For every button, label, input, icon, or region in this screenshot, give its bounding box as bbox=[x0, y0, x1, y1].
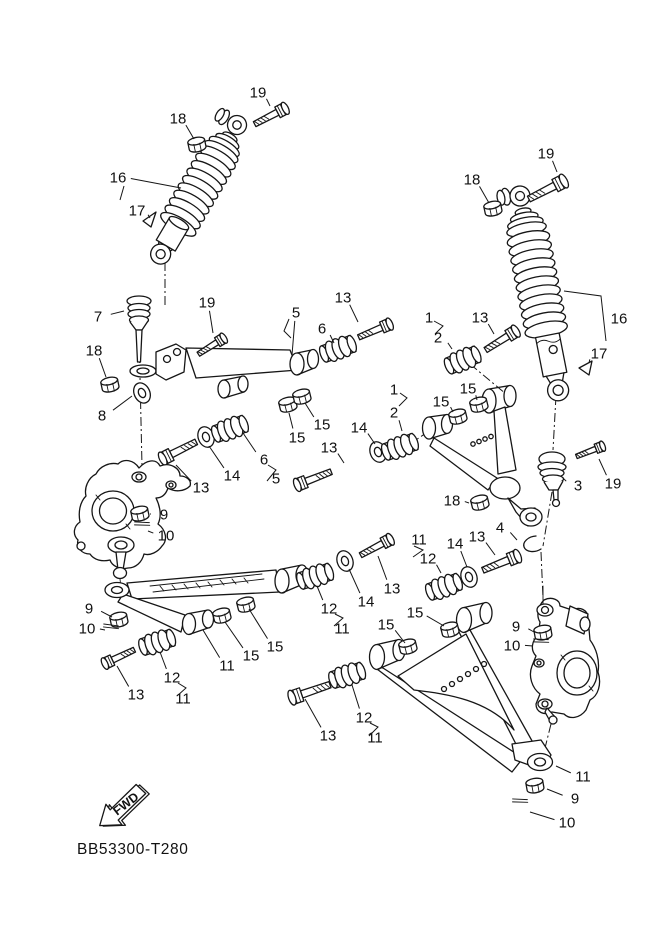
leader-line bbox=[547, 789, 563, 795]
nut-18 bbox=[470, 494, 490, 512]
callout-12: 12 bbox=[163, 669, 181, 687]
leader-line bbox=[101, 611, 112, 617]
callout-14: 14 bbox=[446, 535, 464, 553]
cotter-pin-10 bbox=[511, 793, 528, 809]
leader-line bbox=[349, 569, 360, 593]
snap-ring-4 bbox=[524, 536, 541, 552]
callout-13: 13 bbox=[127, 686, 145, 704]
callout-15: 15 bbox=[406, 604, 424, 622]
callout-11: 11 bbox=[175, 690, 191, 708]
callout-9: 9 bbox=[159, 506, 169, 524]
ball-joint-7 bbox=[127, 296, 151, 362]
bushing-6-upper bbox=[317, 333, 359, 366]
coil-spring-right bbox=[501, 204, 568, 341]
leader-line bbox=[305, 699, 321, 727]
nut-15 bbox=[292, 388, 312, 406]
callout-19: 19 bbox=[537, 145, 555, 163]
callout-15: 15 bbox=[377, 616, 395, 634]
callout-15: 15 bbox=[459, 380, 477, 398]
leader-line bbox=[437, 565, 441, 573]
bracket-mark bbox=[284, 319, 291, 338]
callout-12: 12 bbox=[320, 600, 338, 618]
leader-line bbox=[530, 812, 554, 820]
diagram-code: BB53300-T280 bbox=[77, 841, 189, 858]
leader-line bbox=[249, 609, 268, 639]
leader-line bbox=[465, 502, 469, 503]
callout-13: 13 bbox=[319, 727, 337, 745]
bushing-6-lower bbox=[209, 413, 251, 446]
callout-7: 7 bbox=[93, 308, 103, 326]
nut-9 bbox=[525, 777, 544, 794]
bracket-mark bbox=[564, 291, 606, 341]
nut-15 bbox=[212, 607, 232, 625]
callout-9: 9 bbox=[84, 600, 94, 618]
leader-line bbox=[368, 434, 375, 444]
bushing-12 bbox=[423, 571, 465, 604]
leader-line bbox=[225, 622, 243, 648]
bolt-19 bbox=[574, 440, 606, 461]
bushing-2-lower bbox=[379, 431, 421, 464]
bolt-13 bbox=[482, 324, 522, 356]
callout-11: 11 bbox=[334, 620, 350, 638]
callout-12: 12 bbox=[419, 550, 437, 568]
callout-11: 11 bbox=[575, 768, 591, 786]
callout-6: 6 bbox=[317, 320, 327, 338]
callout-9: 9 bbox=[570, 790, 580, 808]
leader-line bbox=[317, 586, 323, 600]
callout-11: 11 bbox=[367, 729, 383, 747]
leader-line bbox=[209, 311, 213, 333]
steering-knuckle-right bbox=[530, 586, 599, 724]
callout-10: 10 bbox=[503, 637, 521, 655]
bushing-12 bbox=[136, 627, 178, 659]
upper-arm-left bbox=[130, 344, 319, 398]
shock-absorber-left bbox=[135, 105, 259, 273]
leader-line bbox=[448, 343, 452, 349]
leader-line bbox=[186, 125, 194, 139]
ball-joint-3 bbox=[538, 452, 566, 507]
leader-line bbox=[378, 556, 387, 580]
leader-line bbox=[556, 766, 571, 773]
arm-bracket bbox=[156, 344, 186, 380]
bolt-13 bbox=[100, 644, 137, 670]
bolt-19-right-shock bbox=[525, 173, 570, 206]
callout-12: 12 bbox=[355, 709, 373, 727]
callout-10: 10 bbox=[78, 620, 96, 638]
leader-line bbox=[528, 629, 534, 632]
nut-18-right-shock bbox=[483, 200, 503, 218]
leader-line bbox=[350, 305, 358, 322]
callout-5: 5 bbox=[271, 470, 281, 488]
callout-14: 14 bbox=[223, 467, 241, 485]
callout-15: 15 bbox=[266, 638, 284, 656]
callout-10: 10 bbox=[558, 814, 576, 832]
callout-11: 11 bbox=[219, 657, 235, 675]
bolt-13 bbox=[480, 548, 523, 577]
shock-absorber-right bbox=[496, 182, 582, 405]
leader-line bbox=[266, 99, 270, 106]
callout-2: 2 bbox=[389, 404, 399, 422]
washer-8 bbox=[130, 380, 153, 406]
callout-18: 18 bbox=[85, 342, 103, 360]
leader-line bbox=[203, 630, 220, 658]
callout-15: 15 bbox=[242, 647, 260, 665]
nut-15 bbox=[440, 621, 460, 639]
callout-13: 13 bbox=[471, 309, 489, 327]
nut-18-upper-arm-left bbox=[100, 376, 120, 394]
callout-13: 13 bbox=[334, 289, 352, 307]
callout-9: 9 bbox=[511, 618, 521, 636]
leader-line bbox=[292, 321, 295, 355]
callout-4: 4 bbox=[495, 519, 505, 537]
leader-line bbox=[111, 311, 124, 314]
callout-17: 17 bbox=[590, 345, 608, 363]
steering-knuckle-left bbox=[74, 461, 190, 588]
bushing-12 bbox=[326, 660, 368, 692]
leader-line bbox=[289, 413, 293, 428]
callout-10: 10 bbox=[157, 527, 175, 545]
leader-line bbox=[100, 629, 105, 630]
callout-13: 13 bbox=[320, 439, 338, 457]
callout-1: 1 bbox=[389, 381, 399, 399]
leader-line bbox=[243, 433, 256, 452]
callout-3: 3 bbox=[573, 477, 583, 495]
callout-19: 19 bbox=[249, 84, 267, 102]
leader-line bbox=[352, 685, 359, 709]
bolt-13 bbox=[157, 435, 200, 466]
callout-14: 14 bbox=[350, 419, 368, 437]
leader-line bbox=[599, 459, 606, 475]
nut-9 bbox=[109, 611, 129, 629]
callout-15: 15 bbox=[313, 416, 331, 434]
callout-18: 18 bbox=[463, 171, 481, 189]
leader-line bbox=[461, 551, 467, 567]
leader-line bbox=[510, 532, 517, 540]
callout-16: 16 bbox=[109, 169, 127, 187]
bolt-19-left-shock bbox=[252, 101, 291, 130]
lower-arm-left bbox=[105, 565, 308, 635]
callout-8: 8 bbox=[97, 407, 107, 425]
callout-14: 14 bbox=[357, 593, 375, 611]
fwd-arrow bbox=[92, 779, 156, 837]
callout-18: 18 bbox=[443, 492, 461, 510]
leader-line bbox=[480, 186, 489, 203]
leader-line bbox=[113, 396, 132, 410]
leader-line bbox=[488, 324, 494, 334]
leader-line bbox=[427, 616, 444, 626]
callout-11: 11 bbox=[411, 531, 427, 549]
callout-2: 2 bbox=[433, 329, 443, 347]
leader-line bbox=[209, 446, 224, 468]
leader-line bbox=[338, 454, 344, 463]
leader-line bbox=[117, 666, 129, 687]
leader-line bbox=[399, 420, 402, 431]
leader-line bbox=[131, 179, 181, 188]
callout-13: 13 bbox=[383, 580, 401, 598]
fwd-label: FWD bbox=[110, 789, 142, 819]
lower-arm-right bbox=[370, 603, 553, 773]
leader-line bbox=[525, 645, 533, 646]
callout-15: 15 bbox=[432, 393, 450, 411]
nut-15 bbox=[448, 408, 468, 426]
bolt-13 bbox=[292, 465, 334, 492]
washer-14 bbox=[334, 548, 356, 573]
leader-line bbox=[160, 652, 166, 669]
callout-18: 18 bbox=[169, 110, 187, 128]
callout-6: 6 bbox=[259, 451, 269, 469]
callout-16: 16 bbox=[610, 310, 628, 328]
leader-line bbox=[99, 358, 106, 377]
bolt-13-upper bbox=[356, 317, 395, 343]
callout-1: 1 bbox=[424, 309, 434, 327]
callout-15: 15 bbox=[288, 429, 306, 447]
bracket-mark bbox=[399, 393, 407, 406]
assembly-arrow-17-right bbox=[579, 361, 592, 375]
leader-line bbox=[305, 403, 314, 417]
callout-13: 13 bbox=[468, 528, 486, 546]
nut-15 bbox=[236, 596, 256, 614]
bolt-13 bbox=[286, 677, 332, 706]
bushing-2-upper bbox=[442, 343, 484, 377]
bolt-13 bbox=[358, 532, 396, 561]
bracket-mark bbox=[120, 186, 124, 200]
callout-19: 19 bbox=[604, 475, 622, 493]
callout-19: 19 bbox=[198, 294, 216, 312]
callout-17: 17 bbox=[128, 202, 146, 220]
callout-5: 5 bbox=[291, 304, 301, 322]
callout-13: 13 bbox=[192, 479, 210, 497]
leader-line bbox=[486, 543, 495, 555]
